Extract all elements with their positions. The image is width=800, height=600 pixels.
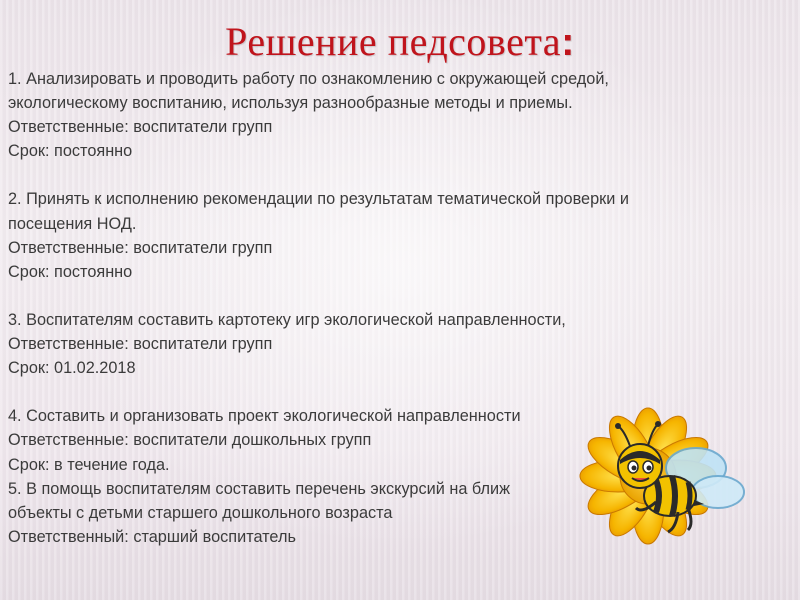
item-2-line-2: посещения НОД.: [8, 214, 137, 233]
bee-sunflower-icon: [578, 404, 756, 554]
item-1-deadline: Срок: постоянно: [8, 142, 133, 161]
item-1-responsible: Ответственные: воспитатели групп: [8, 118, 273, 137]
item-2-line-1: 2. Принять к исполнению рекомендации по результатам тематической проверки и: [8, 190, 629, 209]
spacer: [8, 284, 788, 308]
slide-title: [0, 18, 800, 65]
item-3-line-1: 3. Воспитателям составить картотеку игр экологической направленности,: [8, 310, 566, 329]
spacer: [8, 163, 788, 187]
item-5-line-1: 5. В помощь воспитателям составить перечень экскурсий на ближ: [8, 479, 510, 498]
item-4-deadline: Срок: в течение года.: [8, 455, 170, 474]
item-1-line-1: 1. Анализировать и проводить работу по ознакомлению с окружающей средой,: [8, 70, 609, 88]
item-5-line-2: объекты с детьми старшего дошкольного возраста: [8, 503, 393, 522]
item-2-responsible: Ответственные: воспитатели групп: [8, 238, 273, 257]
item-5-responsible: Ответственный: старший воспитатель: [8, 527, 296, 546]
item-2-deadline: Срок: постоянно: [8, 262, 133, 281]
item-3-deadline: Срок: 01.02.2018: [8, 359, 136, 378]
spacer: [8, 380, 788, 404]
item-4-responsible: Ответственные: воспитатели дошкольных групп: [8, 431, 372, 450]
item-3-responsible: Ответственные: воспитатели групп: [8, 335, 273, 354]
item-1-line-2: экологическому воспитанию, используя разнообразные методы и приемы.: [8, 94, 573, 113]
item-4-line-1: 4. Составить и организовать проект экологической направленности: [8, 407, 521, 426]
title-colon: :: [561, 20, 575, 64]
title-text: Решение педсовета: [225, 19, 562, 64]
